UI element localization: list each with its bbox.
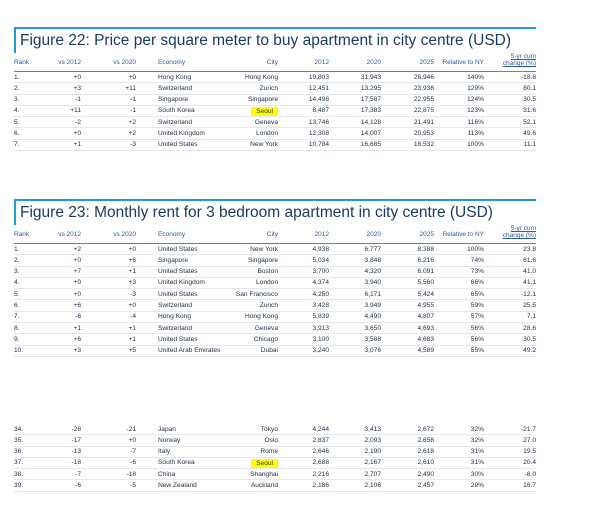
cell-relative: 140% [467, 73, 484, 81]
cell-rank: 10. [14, 347, 24, 355]
cell-y2012: 19,803 [308, 73, 329, 81]
cell-y2012: 12,451 [308, 84, 329, 92]
cell-y2020: 2,707 [364, 470, 381, 478]
cell-relative: 65% [470, 290, 484, 298]
cell-economy: Switzerland [158, 324, 193, 332]
cell-cum-change: -18.8 [520, 73, 536, 81]
header-2012: 2012 [314, 231, 329, 238]
cell-vs2012: +0 [73, 290, 81, 298]
cell-vs2012: -18 [71, 459, 81, 467]
table-row [14, 278, 536, 289]
cell-economy: United States [158, 335, 198, 343]
cell-rank: 3. [14, 268, 20, 276]
header-2012: 2012 [314, 59, 329, 66]
cell-relative: 129% [467, 84, 484, 92]
cell-city: Hong Kong [245, 73, 278, 81]
cell-rank: 4. [14, 279, 20, 287]
cell-vs2020: +2 [128, 118, 136, 126]
cell-cum-change: 52.1 [523, 118, 536, 126]
cell-vs2012: -17 [71, 436, 81, 444]
cell-y2025: 22,875 [413, 107, 434, 115]
table-row [14, 480, 536, 491]
table-row [14, 334, 536, 345]
cell-y2012: 10,784 [308, 141, 329, 149]
cell-city: Shanghai [250, 470, 278, 478]
cell-rank: 37. [14, 459, 24, 467]
cell-city: Dubai [260, 347, 278, 355]
cell-vs2020: +1 [128, 335, 136, 343]
cell-y2020: 4,320 [364, 268, 381, 276]
table-row [14, 244, 536, 255]
cell-cum-change: 41.0 [523, 268, 536, 276]
table-row [14, 128, 536, 139]
cell-cum-change: 28.6 [523, 324, 536, 332]
table-row [14, 323, 536, 334]
cell-y2020: 3,848 [364, 256, 381, 264]
cell-y2020: 17,587 [360, 96, 381, 104]
cell-economy: United States [158, 141, 198, 149]
cell-y2020: 13,295 [360, 84, 381, 92]
cell-vs2020: -7 [130, 448, 136, 456]
cell-cum-change: 11.1 [523, 141, 536, 149]
figure-23-lower-rows [14, 424, 536, 492]
header-cum-change: 5-yr cum change (%) [502, 225, 536, 239]
cell-y2020: 4,490 [364, 313, 381, 321]
table-header [14, 225, 536, 244]
cell-vs2020: +0 [128, 73, 136, 81]
cell-vs2012: +7 [73, 268, 81, 276]
cell-relative: 31% [470, 459, 484, 467]
cell-vs2012: -1 [75, 96, 81, 104]
cell-y2025: 2,658 [417, 436, 434, 444]
cell-vs2012: +6 [73, 301, 81, 309]
cell-y2012: 3,700 [312, 268, 329, 276]
cell-y2012: 4,244 [312, 425, 329, 433]
cell-y2025: 18,532 [413, 141, 434, 149]
cell-relative: 123% [467, 107, 484, 115]
cell-city: Tokyo [260, 425, 278, 433]
header-city: City [266, 231, 278, 238]
cell-rank: 35. [14, 436, 24, 444]
table-row [14, 300, 536, 311]
cell-y2020: 3,650 [364, 324, 381, 332]
cell-relative: 31% [470, 448, 484, 456]
cell-rank: 38. [14, 470, 24, 478]
cell-economy: United States [158, 290, 198, 298]
cell-rank: 5. [14, 118, 20, 126]
cell-cum-change: 27.0 [523, 436, 536, 444]
header-2020: 2020 [366, 231, 381, 238]
cell-rank: 6. [14, 301, 20, 309]
cell-cum-change: 19.5 [523, 448, 536, 456]
cell-vs2012: +3 [73, 347, 81, 355]
cell-rank: 39. [14, 481, 24, 489]
cell-y2012: 3,100 [312, 335, 329, 343]
cell-y2020: 14,007 [360, 129, 381, 137]
cell-economy: United Arab Emirates [158, 347, 221, 355]
cell-y2025: 2,610 [417, 459, 434, 467]
cell-city: Auckland [250, 481, 278, 489]
cell-y2012: 2,837 [312, 436, 329, 444]
cell-y2020: 17,383 [360, 107, 381, 115]
table-row [14, 140, 536, 151]
cell-city: Oslo [264, 436, 278, 444]
cell-vs2020: +2 [128, 129, 136, 137]
table-row [14, 447, 536, 458]
cell-relative: 29% [470, 481, 484, 489]
figure-23 [14, 199, 536, 357]
cell-vs2020: +0 [128, 436, 136, 444]
cell-cum-change: -8.0 [524, 470, 536, 478]
header-cum-change: 5-yr cum change (%) [502, 53, 536, 67]
cell-relative: 32% [470, 436, 484, 444]
cell-y2020: 3,940 [364, 279, 381, 287]
cell-cum-change: 30.5 [523, 96, 536, 104]
cell-rank: 7. [14, 313, 20, 321]
cell-y2025: 5,560 [417, 279, 434, 287]
cell-cum-change: 41.1 [523, 279, 536, 287]
cell-city-highlighted: Seoul [251, 107, 278, 116]
cell-y2020: 3,413 [364, 425, 381, 433]
table-row [14, 267, 536, 278]
cell-y2020: 14,128 [360, 118, 381, 126]
cell-city: Singapore [247, 256, 278, 264]
cell-vs2012: -7 [75, 470, 81, 478]
cell-vs2012: +0 [73, 256, 81, 264]
cell-economy: Switzerland [158, 84, 193, 92]
cell-vs2020: -6 [130, 459, 136, 467]
header-vs2012: vs 2012 [58, 59, 81, 66]
cell-cum-change: 7.1 [526, 313, 536, 321]
cell-vs2020: -3 [130, 141, 136, 149]
cell-vs2020: +1 [128, 268, 136, 276]
figure-23-title: Figure 23: Monthly rent for 3 bedroom apartment in city centre (USD) [14, 199, 536, 225]
cell-y2012: 5,839 [312, 313, 329, 321]
cell-vs2020: +11 [125, 84, 136, 92]
cell-relative: 100% [467, 245, 484, 253]
cell-y2025: 22,955 [413, 96, 434, 104]
cell-relative: 55% [470, 347, 484, 355]
cell-rank: 2. [14, 256, 20, 264]
cell-relative: 73% [470, 268, 484, 276]
cell-vs2012: +0 [73, 279, 81, 287]
header-economy: Economy [158, 59, 186, 66]
cell-vs2012: -13 [71, 448, 81, 456]
cell-y2020: 3,949 [364, 301, 381, 309]
cell-y2012: 2,186 [312, 481, 329, 489]
cell-cum-change: 20.4 [523, 459, 536, 467]
cell-city: Geneva [254, 324, 278, 332]
cell-city: Zurich [259, 84, 278, 92]
cell-vs2020: +0 [128, 245, 136, 253]
cell-y2025: 5,424 [417, 290, 434, 298]
cell-y2025: 4,589 [417, 347, 434, 355]
cell-city: Boston [257, 268, 278, 276]
cell-economy: United Kingdom [158, 129, 205, 137]
cell-relative: 32% [470, 425, 484, 433]
cell-y2020: 3,076 [364, 347, 381, 355]
cell-vs2012: -28 [71, 425, 81, 433]
header-rank: Rank [14, 59, 30, 66]
header-city: City [266, 59, 278, 66]
cell-y2020: 2,093 [364, 436, 381, 444]
cell-vs2012: +11 [70, 107, 81, 115]
cell-y2025: 2,457 [417, 481, 434, 489]
cell-vs2020: -5 [130, 481, 136, 489]
cell-y2025: 26,946 [413, 73, 434, 81]
cell-vs2020: -18 [126, 470, 136, 478]
cell-city: Chicago [253, 335, 278, 343]
cell-y2025: 8,388 [417, 245, 434, 253]
cell-vs2020: -4 [130, 313, 136, 321]
cell-vs2020: -1 [130, 107, 136, 115]
cell-relative: 124% [467, 96, 484, 104]
cell-vs2012: +0 [73, 73, 81, 81]
cell-y2025: 20,953 [413, 129, 434, 137]
cell-y2020: 3,588 [364, 335, 381, 343]
cell-y2025: 2,618 [417, 448, 434, 456]
cell-y2020: 2,190 [364, 448, 381, 456]
cell-rank: 1. [14, 245, 20, 253]
cell-y2012: 14,498 [308, 96, 329, 104]
cell-vs2012: -6 [75, 481, 81, 489]
cell-y2012: 3,913 [312, 324, 329, 332]
cell-rank: 2. [14, 84, 20, 92]
figure-23-rows [14, 244, 536, 357]
cell-relative: 100% [467, 141, 484, 149]
table-row [14, 424, 536, 435]
cell-rank: 9. [14, 335, 20, 343]
table-header [14, 53, 536, 72]
table-row [14, 289, 536, 300]
cell-rank: 3. [14, 96, 20, 104]
cell-rank: 7. [14, 141, 20, 149]
table-row [14, 312, 536, 323]
cell-rank: 6. [14, 129, 20, 137]
cell-relative: 56% [470, 335, 484, 343]
cell-city: New York [250, 245, 278, 253]
cell-cum-change: 49.2 [523, 347, 536, 355]
cell-relative: 74% [470, 256, 484, 264]
cell-y2012: 2,688 [312, 459, 329, 467]
cell-city: San Francisco [235, 290, 278, 298]
cell-y2020: 6,777 [364, 245, 381, 253]
cell-y2020: 2,106 [364, 481, 381, 489]
header-vs2012: vs 2012 [58, 231, 81, 238]
cell-y2025: 4,693 [417, 324, 434, 332]
cell-vs2020: -1 [130, 96, 136, 104]
cell-vs2012: +6 [73, 335, 81, 343]
cell-y2025: 4,955 [417, 301, 434, 309]
cell-vs2012: +1 [73, 324, 81, 332]
cell-y2012: 8,487 [312, 107, 329, 115]
cell-y2012: 4,938 [312, 245, 329, 253]
table-row [14, 346, 536, 357]
header-2025: 2025 [419, 59, 434, 66]
cell-y2012: 2,216 [312, 470, 329, 478]
cell-vs2020: +3 [128, 279, 136, 287]
cell-economy: Norway [158, 436, 181, 444]
cell-y2025: 2,672 [417, 425, 434, 433]
header-rank: Rank [14, 231, 30, 238]
cell-city: Geneva [254, 118, 278, 126]
cell-y2012: 13,746 [308, 118, 329, 126]
cell-vs2020: +1 [128, 324, 136, 332]
figure-22-rows [14, 72, 536, 151]
header-relative: Relative to NY [442, 231, 484, 238]
figure-22 [14, 27, 536, 151]
cell-rank: 8. [14, 324, 20, 332]
cell-economy: Singapore [158, 256, 189, 264]
cell-economy: Hong Kong [158, 73, 191, 81]
cell-city: Singapore [247, 96, 278, 104]
cell-city: Zurich [259, 301, 278, 309]
cell-y2025: 4,683 [417, 335, 434, 343]
cell-relative: 66% [470, 279, 484, 287]
cell-vs2012: +1 [73, 141, 81, 149]
cell-relative: 113% [467, 129, 484, 137]
cell-cum-change: 16.7 [523, 481, 536, 489]
cell-y2012: 4,250 [312, 290, 329, 298]
cell-cum-change: 31.6 [523, 107, 536, 115]
table-row [14, 117, 536, 128]
cell-economy: United States [158, 245, 198, 253]
table-row [14, 95, 536, 106]
cell-cum-change: 61.6 [523, 256, 536, 264]
table-row [14, 458, 536, 469]
cell-economy: South Korea [158, 107, 195, 115]
cell-vs2020: +6 [128, 256, 136, 264]
cell-relative: 57% [470, 313, 484, 321]
cell-y2012: 3,240 [312, 347, 329, 355]
header-relative: Relative to NY [442, 59, 484, 66]
cell-y2012: 4,374 [312, 279, 329, 287]
cell-relative: 56% [470, 324, 484, 332]
header-2025: 2025 [419, 231, 434, 238]
cell-cum-change: 30.5 [523, 335, 536, 343]
cell-y2025: 6,216 [417, 256, 434, 264]
cell-vs2012: +0 [73, 129, 81, 137]
cell-rank: 1. [14, 73, 20, 81]
cell-relative: 116% [467, 118, 484, 126]
cell-y2012: 5,034 [312, 256, 329, 264]
header-2020: 2020 [366, 59, 381, 66]
cell-y2025: 23,938 [413, 84, 434, 92]
cell-city: Hong Kong [245, 313, 278, 321]
header-vs2020: vs 2020 [113, 231, 136, 238]
figure-23-lower [14, 424, 536, 492]
cell-y2020: 16,685 [360, 141, 381, 149]
cell-cum-change: 80.1 [523, 84, 536, 92]
cell-economy: United Kingdom [158, 279, 205, 287]
header-vs2020: vs 2020 [113, 59, 136, 66]
cell-vs2020: +5 [128, 347, 136, 355]
cell-rank: 5. [14, 290, 20, 298]
cell-y2025: 21,491 [413, 118, 434, 126]
cell-y2012: 2,646 [312, 448, 329, 456]
cell-y2025: 6,091 [417, 268, 434, 276]
cell-city: London [255, 129, 278, 137]
cell-city: New York [250, 141, 278, 149]
cell-vs2020: +0 [128, 301, 136, 309]
cell-rank: 36. [14, 448, 24, 456]
cell-vs2012: +3 [73, 84, 81, 92]
figure-22-title: Figure 22: Price per square meter to buy apartment in city centre (USD) [14, 27, 536, 53]
cell-economy: Japan [158, 425, 176, 433]
table-row [14, 72, 536, 83]
table-row [14, 255, 536, 266]
cell-rank: 4. [14, 107, 20, 115]
cell-city: Rome [260, 448, 278, 456]
table-row [14, 106, 536, 117]
cell-y2025: 2,490 [417, 470, 434, 478]
cell-city: London [255, 279, 278, 287]
cell-y2020: 2,167 [364, 459, 381, 467]
cell-economy: South Korea [158, 459, 195, 467]
cell-economy: United States [158, 268, 198, 276]
cell-cum-change: -12.1 [520, 290, 536, 298]
cell-vs2012: -2 [75, 118, 81, 126]
cell-vs2012: +2 [73, 245, 81, 253]
cell-vs2020: -21 [126, 425, 136, 433]
cell-economy: Switzerland [158, 118, 193, 126]
cell-vs2012: -6 [75, 313, 81, 321]
cell-economy: Switzerland [158, 301, 193, 309]
table-row [14, 435, 536, 446]
cell-cum-change: 23.8 [523, 245, 536, 253]
cell-y2012: 3,428 [312, 301, 329, 309]
cell-rank: 34. [14, 425, 24, 433]
cell-cum-change: 25.5 [523, 301, 536, 309]
cell-relative: 30% [470, 470, 484, 478]
cell-y2012: 12,308 [308, 129, 329, 137]
cell-cum-change: 49.6 [523, 129, 536, 137]
cell-y2020: 6,171 [364, 290, 381, 298]
table-row [14, 469, 536, 480]
cell-economy: Hong Kong [158, 313, 191, 321]
cell-economy: China [158, 470, 176, 478]
cell-city-highlighted: Seoul [251, 459, 278, 468]
cell-y2025: 4,807 [417, 313, 434, 321]
cell-y2020: 31,943 [360, 73, 381, 81]
cell-economy: Italy [158, 448, 171, 456]
cell-relative: 59% [470, 301, 484, 309]
cell-economy: New Zealand [158, 481, 197, 489]
cell-vs2020: -3 [130, 290, 136, 298]
header-economy: Economy [158, 231, 186, 238]
cell-cum-change: -21.7 [520, 425, 536, 433]
table-row [14, 83, 536, 94]
cell-economy: Singapore [158, 96, 189, 104]
